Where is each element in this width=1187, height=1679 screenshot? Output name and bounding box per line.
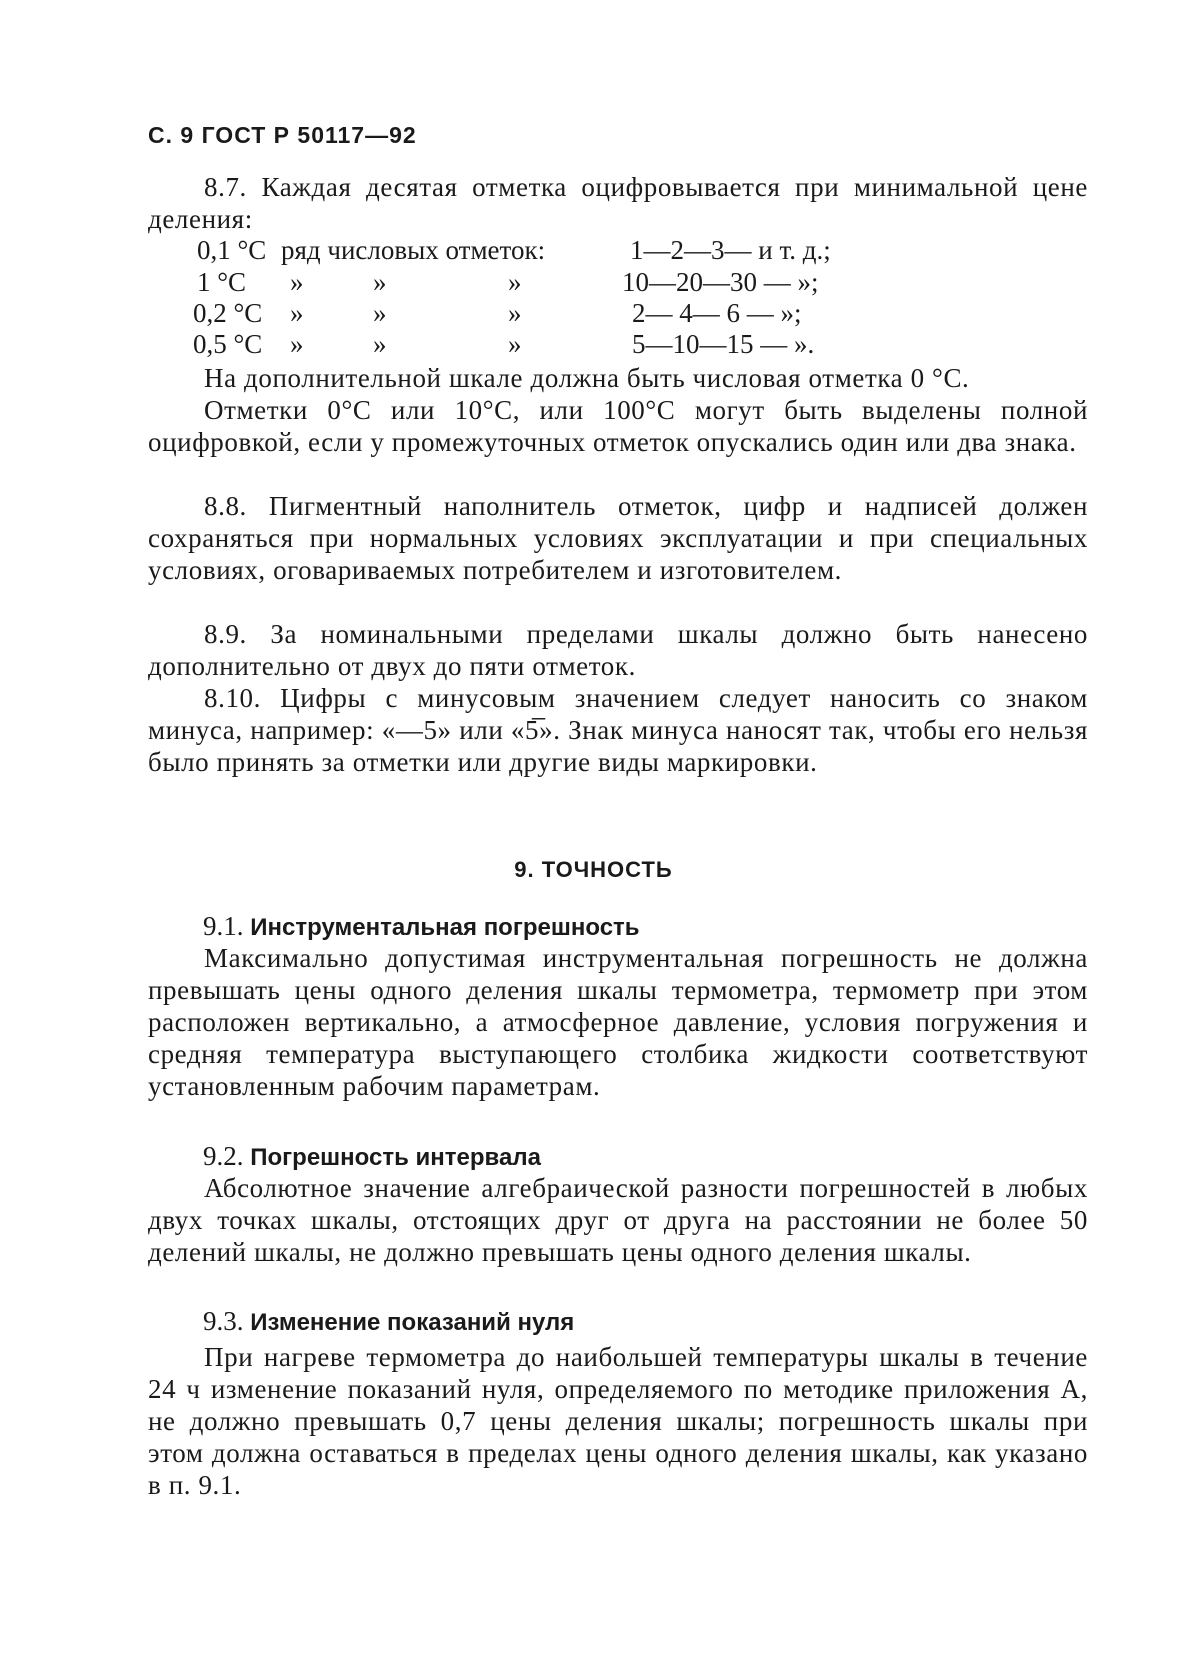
- clause-8-9-text: 8.9. За номинальными пределами шкалы должно быть нанесено дополнительно от двух до пяти отметок.: [148, 619, 1088, 681]
- scale-value: 0,2 °С: [193, 298, 263, 328]
- ditto-mark: »: [373, 329, 387, 359]
- ditto-mark: »: [508, 329, 522, 359]
- subsection-9-3-text: При нагреве термометра до наибольшей температуры шкалы в течение 24 ч изменение показаний нуля, определяемого по методике приложения А, не должно превышать 0,7 цены деления шкалы; погрешность шкалы при этом должна оставаться в пределах цены одного деления шкалы, как указано в п. 9.1.: [148, 1342, 1088, 1500]
- scale-sequence: 10—20—30 — »;: [622, 267, 819, 297]
- clause-8-7-extra-1: На дополнительной шкале должна быть числовая отметка 0 °С.: [204, 363, 970, 393]
- page-header: С. 9 ГОСТ Р 50117—92: [148, 122, 417, 148]
- scale-value: 0,5 °С: [193, 329, 263, 359]
- clause-8-10-text: 8.10. Цифры с минусовым значением следует наносить со знаком минуса, например: «—5» или «5̅». Знак минуса наносят так, чтобы его нельзя было принять за отметки или другие виды маркировки.: [148, 683, 1088, 777]
- ditto-mark: »: [373, 267, 387, 297]
- subsection-9-1-text: Максимально допустимая инструментальная погрешность не должна превышать цены одного деления шкалы термометра, термометр при этом расположен вертикально, а атмосферное давление, условия погружения и средняя температура выступающего столбика жидкости соответствуют установленным рабочим параметрам.: [148, 943, 1088, 1101]
- subsection-number: 9.3.: [203, 1306, 244, 1336]
- section-title: 9. ТОЧНОСТЬ: [514, 857, 673, 882]
- clause-8-9: [148, 618, 1088, 682]
- subsection-title: Изменение показаний нуля: [250, 1309, 575, 1336]
- subsection-title: Инструментальная погрешность: [250, 914, 640, 941]
- subsection-9-2-heading: [203, 1140, 541, 1174]
- clause-8-8: [148, 490, 1088, 586]
- scale-sequence: 2— 4— 6 — »;: [632, 298, 802, 328]
- scale-sequence: 5—10—15 — ».: [632, 329, 815, 359]
- clause-8-7-intro-text: 8.7. Каждая десятая отметка оцифровывается при минимальной цене деления:: [148, 172, 1088, 234]
- ditto-mark: »: [290, 298, 304, 328]
- clause-8-7-extra: [148, 362, 1088, 458]
- subsection-9-3-body: [148, 1341, 1088, 1501]
- ditto-mark: »: [508, 267, 522, 297]
- ditto-mark: »: [290, 329, 304, 359]
- scale-value: 1 °С: [197, 267, 247, 297]
- subsection-9-1-heading: [203, 910, 640, 944]
- scale-sequence: 1—2—3— и т. д.;: [630, 235, 831, 265]
- subsection-number: 9.2.: [203, 1141, 244, 1171]
- clause-8-7-extra-2: Отметки 0°С или 10°С, или 100°С могут быть выделены полной оцифровкой, если у промежуточных отметок опускались один или два знака.: [148, 395, 1088, 457]
- clause-8-10: [148, 682, 1088, 778]
- ditto-mark: »: [508, 298, 522, 328]
- subsection-9-3-heading: [203, 1305, 574, 1339]
- subsection-9-2-body: [148, 1172, 1088, 1268]
- ditto-mark: »: [290, 267, 304, 297]
- subsection-9-1-body: [148, 942, 1088, 1102]
- ditto-mark: »: [373, 298, 387, 328]
- clause-8-8-text: 8.8. Пигментный наполнитель отметок, цифр и надписей должен сохраняться при нормальных условиях эксплуатации и при специальных условиях, оговариваемых потребителем и изготовителем.: [148, 491, 1088, 585]
- clause-8-7-intro: [148, 171, 1088, 235]
- subsection-9-2-text: Абсолютное значение алгебраической разности погрешностей в любых двух точках шкалы, отстоящих друг от друга на расстоянии не более 50 делений шкалы, не должно превышать цены одного деления шкалы.: [148, 1173, 1088, 1267]
- scale-label: ряд числовых отметок:: [281, 235, 546, 265]
- subsection-number: 9.1.: [203, 911, 244, 941]
- scale-value: 0,1 °С: [197, 235, 267, 265]
- subsection-title: Погрешность интервала: [250, 1144, 541, 1171]
